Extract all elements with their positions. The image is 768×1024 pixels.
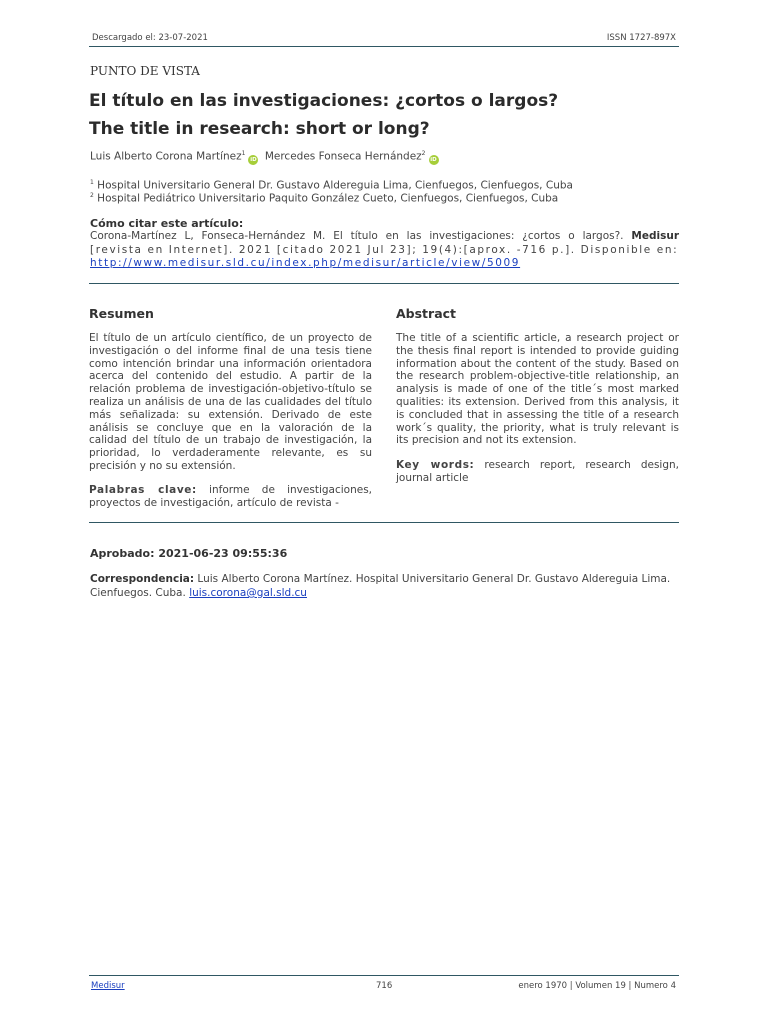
section-label: PUNTO DE VISTA: [90, 64, 200, 78]
orcid-icon[interactable]: iD: [430, 156, 437, 163]
correspondence-label: Correspondencia:: [90, 573, 195, 585]
rule-after-abstract: [89, 522, 679, 523]
affiliation-2: [90, 192, 558, 205]
cite-text-b: [revista en Internet]. 2021 [citado 2021 Jul 23]; 19(4):[aprox. -716 p.]. Disponible en:: [90, 243, 679, 256]
issue-info: enero 1970 | Volumen 19 | Numero 4: [518, 981, 676, 991]
abstract-heading: Abstract: [396, 306, 457, 321]
abstract-keywords: [396, 459, 679, 485]
correspondence-text: Luis Alberto Corona Martínez. Hospital Universitario General Dr. Gustavo Aldereguia Lima. Cienfuegos. Cuba.: [90, 573, 671, 599]
issn: ISSN 1727-897X: [606, 33, 676, 43]
page-number: 716: [376, 981, 393, 991]
header-rule: [89, 46, 679, 47]
affiliation-text: Hospital Universitario General Dr. Gustavo Aldereguia Lima, Cienfuegos, Cienfuegos, Cuba: [97, 179, 573, 192]
affiliation-sup: 2: [90, 192, 94, 199]
resumen-heading: Resumen: [89, 306, 154, 321]
resumen-text: El título de un artículo científico, de un proyecto de investigación o del informe final de una tesis tiene como intención brindar una información orientadora acerca del contenido del estudio. A partir de la relación problema de investigación-objetivo-título se realiza un análisis de una de las cualidades del título más señalizada: su extensión. Derivado de este análisis se concluye que en la valoración de la calidad del título de un trabajo de investigación, la prioridad, lo verdaderamente relevante, es su precisión y no su extensión.: [89, 332, 372, 472]
abstract-text: The title of a scientific article, a research project or the thesis final report is intended to provide guiding information about the content of the study. Based on the research problem-objective-title relationship, an analysis is made of one of the title´s most marked qualities: its extension. Derived from this analysis, it is concluded that in assessing the title of a research work´s quality, the priority, what is truly relevant is its precision and not its extension.: [396, 332, 679, 447]
cite-journal: Medisur: [631, 230, 679, 242]
affiliation-text: Hospital Pediátrico Universitario Paquito González Cueto, Cienfuegos, Cienfuegos, Cuba: [97, 192, 559, 205]
affiliation-1: [90, 179, 573, 192]
cite-heading: Cómo citar este artículo:: [90, 217, 244, 230]
author-name: Mercedes Fonseca Hernández: [264, 150, 422, 163]
keywords-text: research report, research design, journal article: [396, 459, 679, 484]
author-list: [90, 150, 442, 165]
correspondence: [90, 572, 680, 600]
footer-journal-link[interactable]: Medisur: [91, 981, 125, 991]
email-link[interactable]: luis.corona@gal.sld.cu: [189, 587, 307, 599]
author-sup: 1: [241, 150, 246, 157]
resumen-keywords: [89, 484, 372, 510]
affiliation-sup: 1: [90, 179, 94, 186]
citation: [90, 230, 679, 271]
rule-after-citation: [89, 283, 679, 284]
author-name: Luis Alberto Corona Martínez: [90, 150, 242, 163]
download-date: Descargado el: 23-07-2021: [92, 33, 208, 43]
title-spanish: El título en las investigaciones: ¿cortos o largos?: [89, 91, 559, 111]
article-url-link[interactable]: http://www.medisur.sld.cu/index.php/medisur/article/view/5009: [90, 257, 521, 269]
keywords-text: informe de investigaciones, proyectos de investigación, artículo de revista -: [89, 484, 372, 509]
author-sup: 2: [421, 150, 426, 157]
keywords-label: Key words:: [396, 459, 475, 471]
title-english: The title in research: short or long?: [89, 119, 430, 139]
keywords-label: Palabras clave:: [89, 484, 197, 496]
footer-rule: [89, 975, 679, 976]
orcid-icon[interactable]: iD: [250, 156, 257, 163]
approved-date: Aprobado: 2021-06-23 09:55:36: [90, 547, 288, 560]
cite-text-a: Corona-Martínez L, Fonseca-Hernández M. El título en las investigaciones: ¿cortos o largos?.: [90, 230, 624, 242]
